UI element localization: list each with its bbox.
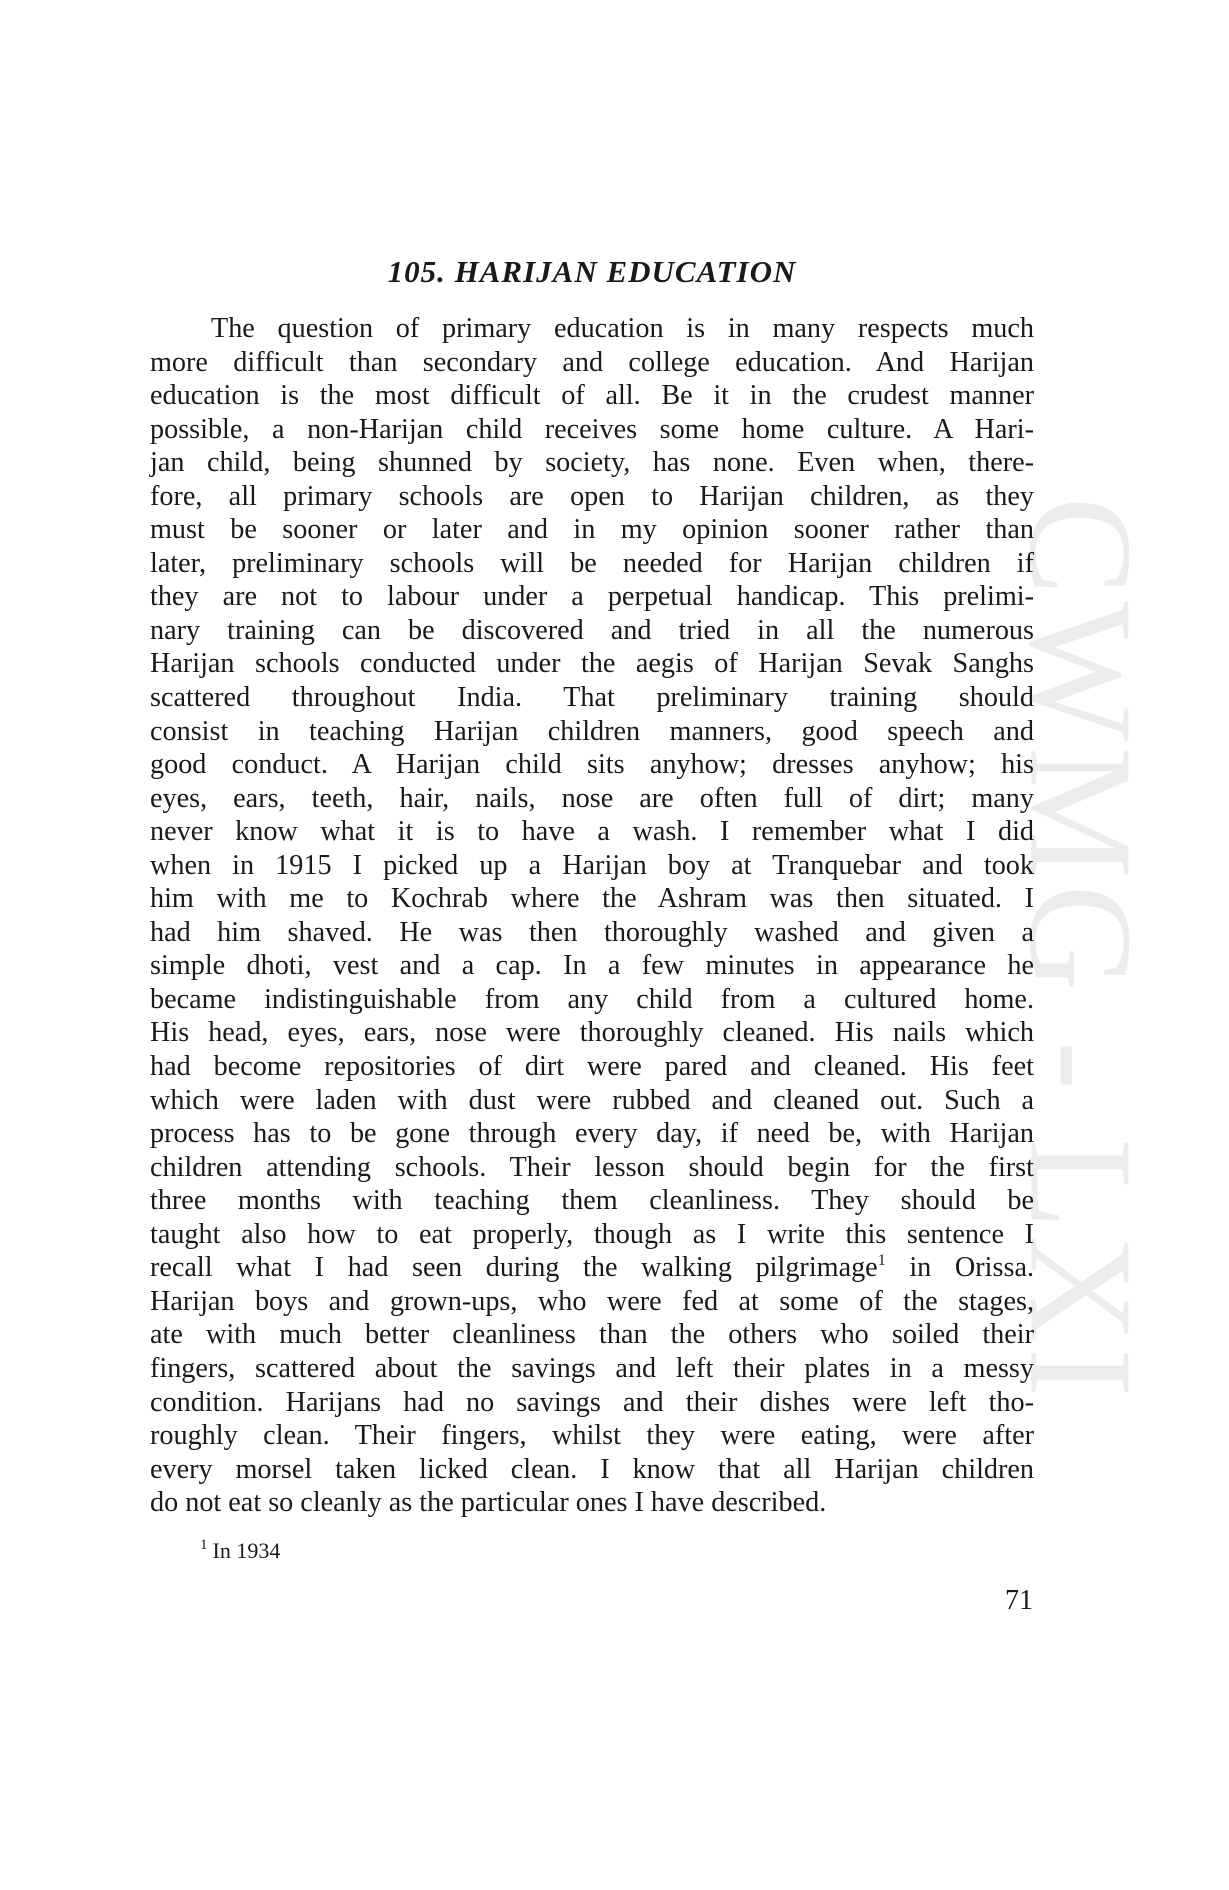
body-line: fore, all primary schools are open to Harijan children, as they: [150, 480, 1034, 512]
body-line: nary training can be discovered and tried in all the numerous: [150, 614, 1034, 646]
body-line: they are not to labour under a perpetual handicap. This prelimi-: [150, 581, 1034, 613]
body-line: condition. Harijans had no savings and their dishes were left tho-: [150, 1386, 1034, 1418]
body-line: roughly clean. Their fingers, whilst they were eating, were after: [150, 1420, 1034, 1452]
body-line: possible, a non-Harijan child receives some home culture. A Hari-: [150, 413, 1034, 445]
body-line-text: recall what I had seen during the walking pilgrimage: [150, 1252, 878, 1284]
body-line: consist in teaching Harijan children manners, good speech and: [150, 715, 1034, 747]
body-line: later, preliminary schools will be needed for Harijan children if: [150, 547, 1034, 579]
footnote-marker: 1: [200, 1537, 208, 1553]
body-line: simple dhoti, vest and a cap. In a few minutes in appearance he: [150, 950, 1034, 982]
body-line: The question of primary education is in many respects much: [211, 313, 1034, 344]
footnote-text: In 1934: [212, 1538, 281, 1563]
body-line: taught also how to eat properly, though as I write this sentence I: [150, 1218, 1034, 1250]
body-line: do not eat so cleanly as the particular ones I have described.: [150, 1487, 827, 1519]
body-line-with-footnote-ref: [150, 1251, 1034, 1285]
footnote-reference[interactable]: 1: [877, 1252, 886, 1270]
body-line: His head, eyes, ears, nose were thoroughly cleaned. His nails which: [150, 1017, 1034, 1049]
body-line: process has to be gone through every day, if need be, with Harijan: [150, 1118, 1034, 1150]
body-line: fingers, scattered about the savings and left their plates in a messy: [150, 1352, 1034, 1384]
footnote: [200, 1537, 280, 1564]
body-line: had him shaved. He was then thoroughly washed and given a: [150, 916, 1034, 948]
body-line: must be sooner or later and in my opinion sooner rather than: [150, 514, 1034, 546]
body-line-tail: in Orissa.: [885, 1252, 1034, 1284]
body-line: eyes, ears, teeth, hair, nails, nose are often full of dirt; many: [150, 782, 1034, 814]
body-line: had become repositories of dirt were pared and cleaned. His feet: [150, 1051, 1034, 1083]
body-line: more difficult than secondary and college education. And Harijan: [150, 346, 1034, 378]
body-line: when in 1915 I picked up a Harijan boy at Tranquebar and took: [150, 849, 1034, 881]
body-line: education is the most difficult of all. Be it in the crudest manner: [150, 380, 1034, 412]
body-line: Harijan schools conducted under the aegis of Harijan Sevak Sanghs: [150, 648, 1034, 680]
body-line: scattered throughout India. That preliminary training should: [150, 682, 1034, 714]
body-line: him with me to Kochrab where the Ashram was then situated. I: [150, 883, 1034, 915]
body-line: every morsel taken licked clean. I know that all Harijan children: [150, 1453, 1034, 1485]
watermark-text: CWMG - LXI: [998, 496, 1162, 1404]
body-line: ate with much better cleanliness than the others who soiled their: [150, 1319, 1034, 1351]
body-line: good conduct. A Harijan child sits anyhow; dresses anyhow; his: [150, 749, 1034, 781]
body-line: children attending schools. Their lesson should begin for the first: [150, 1151, 1034, 1183]
body-line: became indistinguishable from any child from a cultured home.: [150, 983, 1034, 1015]
body-line: jan child, being shunned by society, has none. Even when, there-: [150, 447, 1034, 479]
article-heading: 105. HARIJAN EDUCATION: [387, 254, 797, 289]
body-line: Harijan boys and grown-ups, who were fed at some of the stages,: [150, 1285, 1034, 1317]
article-body: [150, 312, 1034, 1520]
body-line: three months with teaching them cleanliness. They should be: [150, 1185, 1034, 1217]
body-line: never know what it is to have a wash. I remember what I did: [150, 816, 1034, 848]
body-line: which were laden with dust were rubbed and cleaned out. Such a: [150, 1084, 1034, 1116]
page-number: 71: [1005, 1585, 1033, 1616]
